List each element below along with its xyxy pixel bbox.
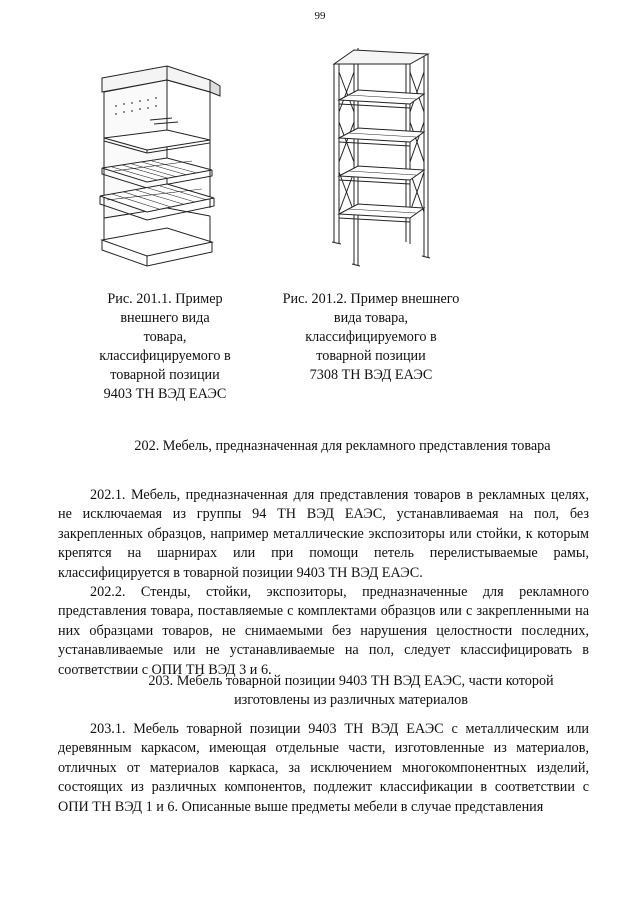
metal-rack-drawing-icon bbox=[326, 42, 438, 270]
caption-line: товарной позиции bbox=[110, 367, 220, 383]
caption-line: 9403 ТН ВЭД ЕАЭС bbox=[103, 386, 227, 402]
section-203-body bbox=[58, 720, 589, 817]
paragraph-203-1: 203.1. Мебель товарной позиции 9403 ТН ВЭД ЕАЭС с металлическим или деревянным каркасом, имеющая отдельные части, изготовленные из материалов, отличных от материалов каркаса, за исключением многокомпонентных изделий, состоящих из различных компонентов, подлежит классификации в соответствии с ОПИ ТН ВЭД 1 и 6. Описанные выше предметы мебели в случае представления bbox=[58, 721, 589, 815]
caption-line: товара, bbox=[143, 329, 187, 345]
caption-line: классифицируемого в bbox=[99, 348, 231, 364]
caption-line: вида товара, bbox=[333, 310, 409, 326]
caption-line: Рис. 201.1. Пример bbox=[107, 291, 223, 307]
section-203-title-line: 203. Мебель товарной позиции 9403 ТН ВЭД ЕАЭС, части которой bbox=[148, 673, 554, 689]
section-202-body bbox=[58, 486, 589, 680]
figure-201-2-caption bbox=[272, 290, 470, 385]
section-203-title bbox=[120, 672, 582, 710]
section-203-title-line: изготовлены из различных материалов bbox=[234, 692, 468, 708]
caption-line: 7308 ТН ВЭД ЕАЭС bbox=[309, 367, 433, 383]
caption-line: внешнего вида bbox=[120, 310, 210, 326]
display-stand-drawing-icon bbox=[92, 58, 222, 273]
figure-201-1-caption bbox=[80, 290, 250, 404]
paragraph-202-1: 202.1. Мебель, предназначенная для представления товаров в рекламных целях, не исключаемая из группы 94 ТН ВЭД ЕАЭС, устанавливаемая на пол, без закрепленных образцов, например металлические экспозиторы или стойки, к которым крепятся на шарнирах или при помощи петель перелистываемые рамы, классифицируется в товарной позиции 9403 ТН ВЭД ЕАЭС. bbox=[58, 487, 589, 581]
paragraph-202-2: 202.2. Стенды, стойки, экспозиторы, предназначенные для рекламного представления товара, поставляемые с комплектами образцов или с закрепленными на них образцами товаров, не снимаемыми без нарушения целостности последних, устанавливаемые или не устанавливаемые на пол, следует классифицировать в соответствии с ОПИ ТН ВЭД 3 и 6. bbox=[58, 584, 589, 678]
section-202-title: 202. Мебель, предназначенная для рекламного представления товара bbox=[134, 438, 551, 454]
caption-line: Рис. 201.2. Пример внешнего bbox=[282, 291, 460, 307]
caption-line: классифицируемого в bbox=[305, 329, 437, 345]
page-number: 99 bbox=[314, 10, 326, 22]
caption-line: товарной позиции bbox=[316, 348, 426, 364]
